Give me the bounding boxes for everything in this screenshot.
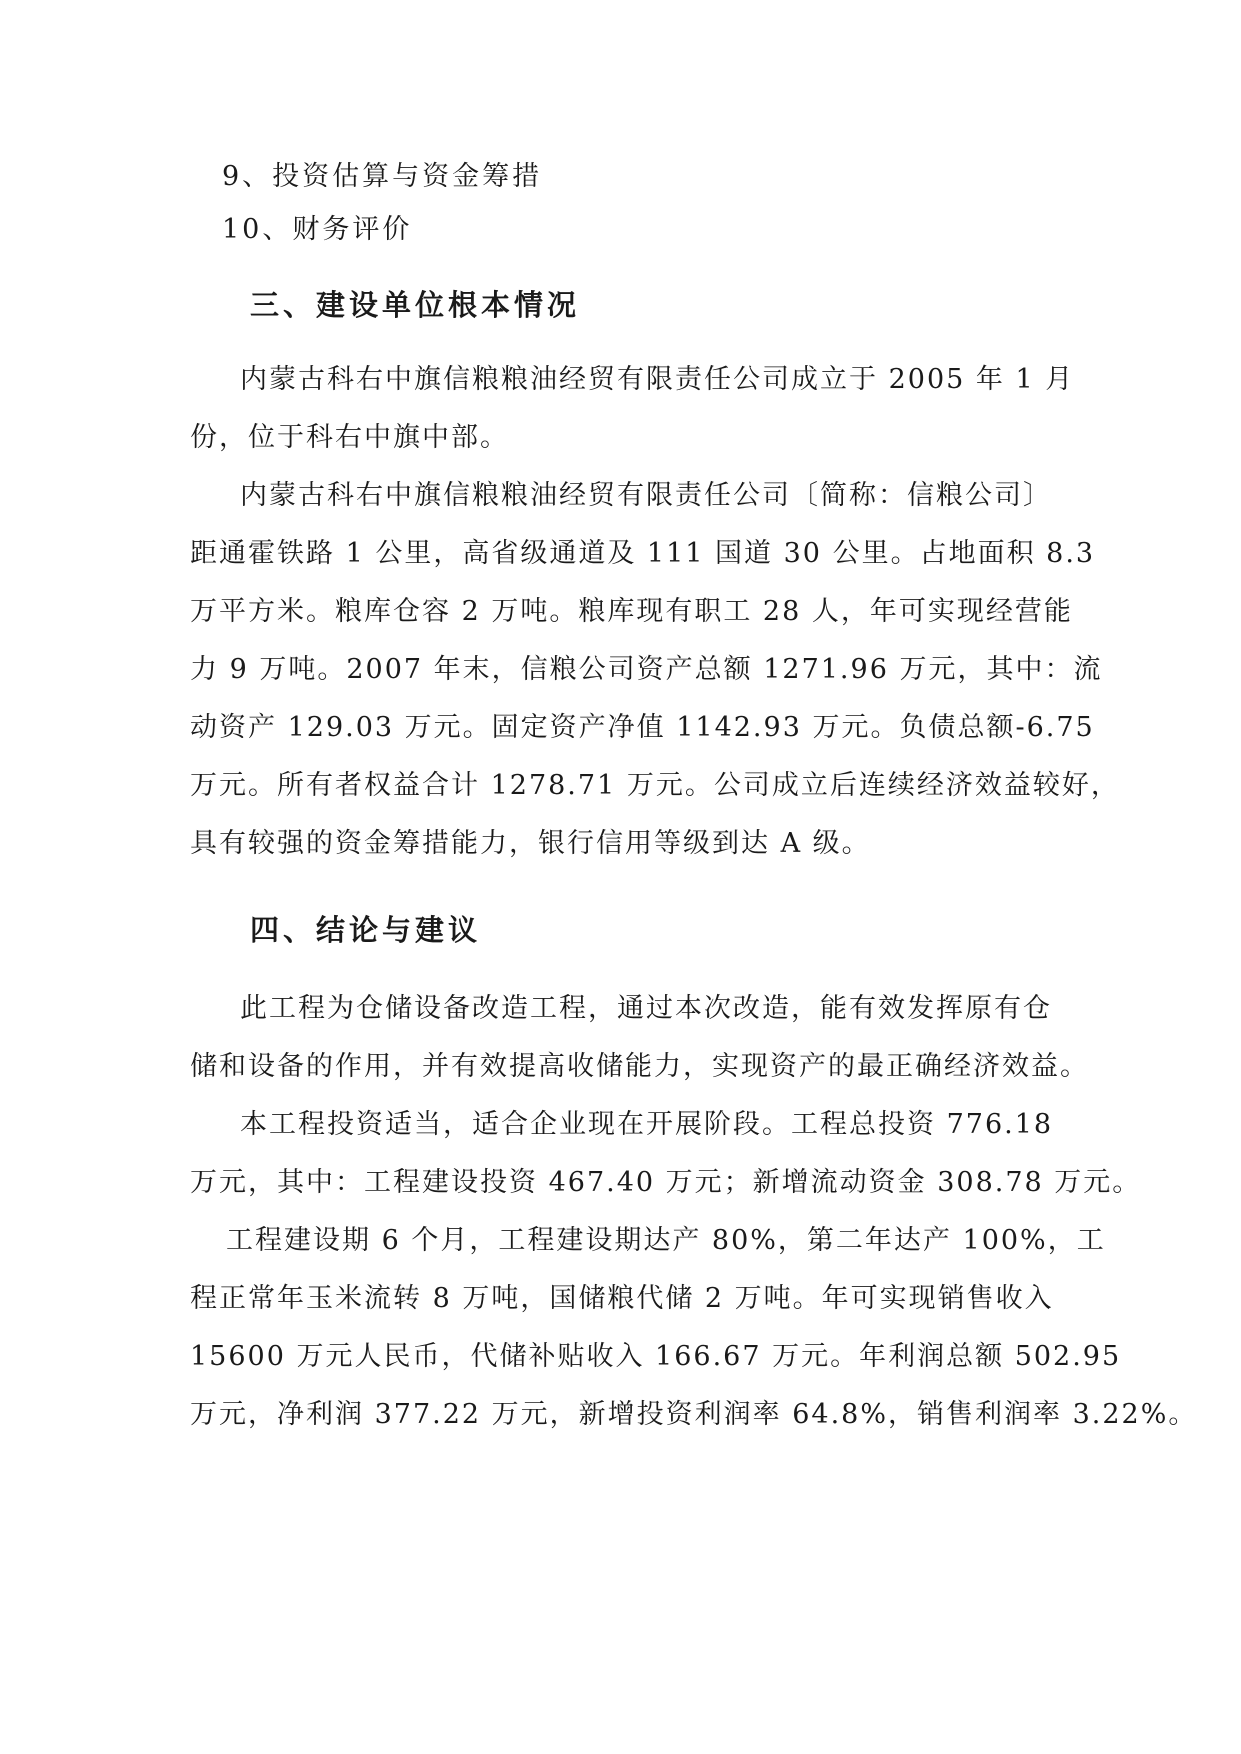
text-line: 此工程为仓储设备改造工程，通过本次改造，能有效发挥原有仓 bbox=[240, 993, 1052, 1024]
text-line: 万元。所有者权益合计 1278.71 万元。公司成立后连续经济效益较好， bbox=[190, 770, 1120, 801]
section-heading-4: 四、结论与建议 bbox=[250, 913, 482, 947]
text-line: 本工程投资适当，适合企业现在开展阶段。工程总投资 776.18 bbox=[240, 1109, 1054, 1140]
text-line: 万平方米。粮库仓容 2 万吨。粮库现有职工 28 人，年可实现经营能 bbox=[190, 596, 1073, 627]
section4-paragraph-2 bbox=[190, 1096, 1142, 1212]
section3-paragraph-2 bbox=[190, 467, 1120, 873]
list-item-9: 9、投资估算与资金筹措 bbox=[222, 161, 543, 192]
text-line: 具有较强的资金筹措能力，银行信用等级到达 A 级。 bbox=[190, 828, 871, 859]
text-line: 万元，净利润 377.22 万元，新增投资利润率 64.8%，销售利润率 3.22%。 bbox=[190, 1399, 1198, 1430]
section3-paragraph-1 bbox=[190, 351, 1075, 467]
text-line: 万元，其中：工程建设投资 467.40 万元；新增流动资金 308.78 万元。 bbox=[190, 1167, 1142, 1198]
text-line: 程正常年玉米流转 8 万吨，国储粮代储 2 万吨。年可实现销售收入 bbox=[190, 1283, 1054, 1314]
text-line: 15600 万元人民币，代储补贴收入 166.67 万元。年利润总额 502.95 bbox=[190, 1341, 1122, 1372]
text-line: 力 9 万吨。2007 年末，信粮公司资产总额 1271.96 万元，其中：流 bbox=[190, 654, 1103, 685]
text-line: 内蒙古科右中旗信粮粮油经贸有限责任公司〔简称：信粮公司〕 bbox=[240, 480, 1052, 511]
text-line: 距通霍铁路 1 公里，高省级通道及 111 国道 30 公里。占地面积 8.3 bbox=[190, 538, 1096, 569]
section4-paragraph-3 bbox=[190, 1212, 1198, 1444]
list-item-10: 10、财务评价 bbox=[222, 214, 413, 245]
section4-paragraph-1 bbox=[190, 980, 1089, 1096]
text-line: 内蒙古科右中旗信粮粮油经贸有限责任公司成立于 2005 年 1 月 bbox=[240, 364, 1075, 395]
text-line: 储和设备的作用，并有效提高收储能力，实现资产的最正确经济效益。 bbox=[190, 1051, 1089, 1082]
text-line: 工程建设期 6 个月，工程建设期达产 80%，第二年达产 100%，工 bbox=[226, 1225, 1106, 1256]
text-line: 动资产 129.03 万元。固定资产净值 1142.93 万元。负债总额-6.75 bbox=[190, 712, 1095, 743]
section-heading-3: 三、建设单位根本情况 bbox=[250, 288, 581, 322]
text-line: 份，位于科右中旗中部。 bbox=[190, 422, 509, 453]
